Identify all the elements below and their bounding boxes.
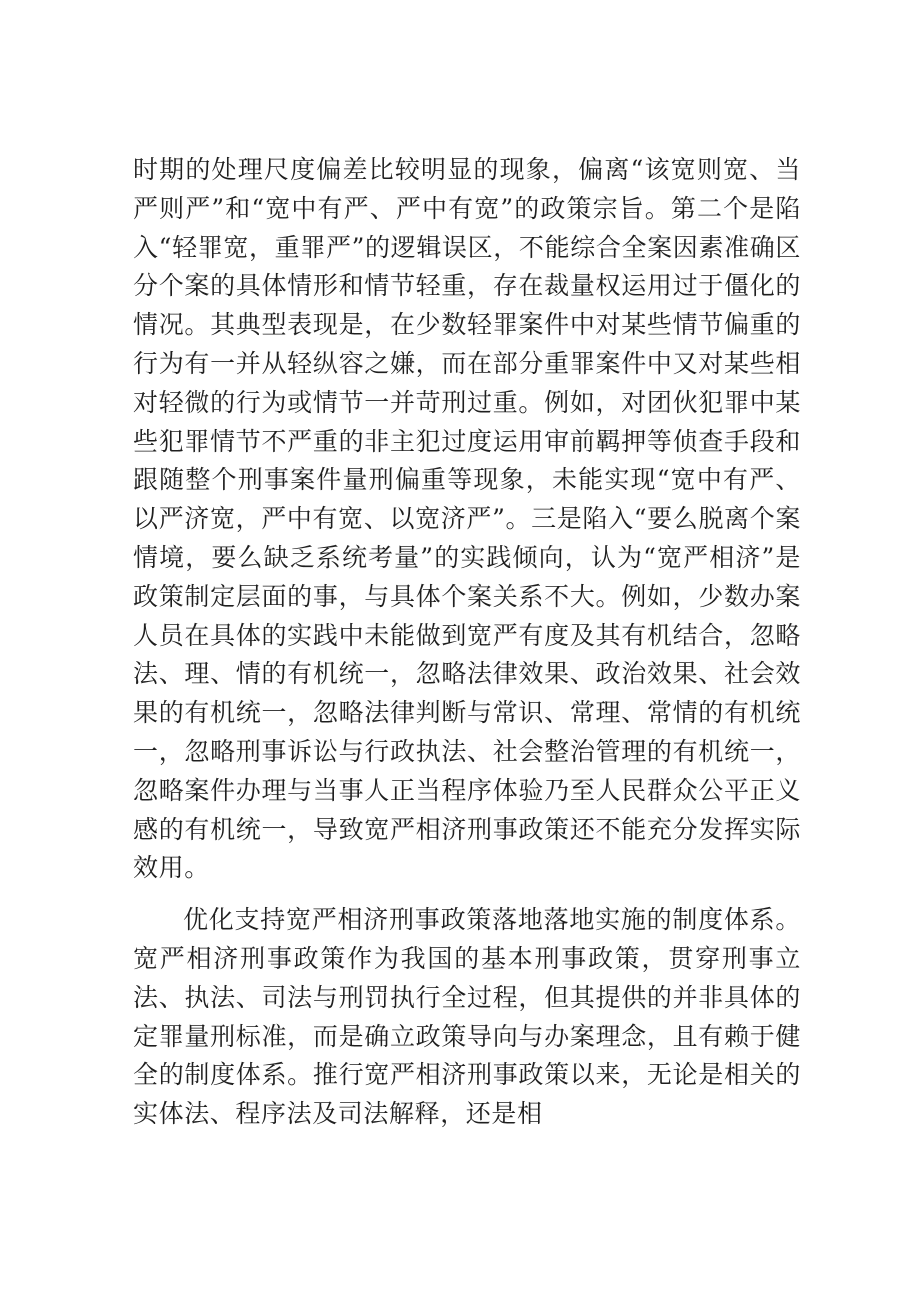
paragraph-continuation: 时期的处理尺度偏差比较明显的现象，偏离“该宽则宽、当严则严”和“宽中有严、严中有宽”的政策宗旨。第二个是陷入“轻罪宽，重罪严”的逻辑误区，不能综合全案因素准确区分个案的具体情形和情节轻重，存在裁量权运用过于僵化的情况。其典型表现是，在少数轻罪案件中对某些情节偏重的行为有一并从轻纵容之嫌，而在部分重罪案件中又对某些相对轻微的行为或情节一并苛刑过重。例如，对团伙犯罪中某些犯罪情节不严重的非主犯过度运用审前羁押等侦查手段和跟随整个刑事案件量刑偏重等现象，未能实现“宽中有严、以严济宽，严中有宽、以宽济严”。三是陷入“要么脱离个案情境，要么缺乏系统考量”的实践倾向，认为“宽严相济”是政策制定层面的事，与具体个案关系不大。例如，少数办案人员在具体的实践中未能做到宽严有度及其有机结合，忽略法、理、情的有机统一，忽略法律效果、政治效果、社会效果的有机统一，忽略法律判断与常识、常理、常情的有机统一，忽略刑事诉讼与行政执法、社会整治管理的有机统一，忽略案件办理与当事人正当程序体验乃至人民群众公平正义感的有机统一，导致宽严相济刑事政策还不能充分发挥实际效用。 [133, 155, 801, 883]
paragraph-institutional-system: 优化支持宽严相济刑事政策落地落地实施的制度体系。宽严相济刑事政策作为我国的基本刑事政策，贯穿刑事立法、执法、司法与刑罚执行全过程，但其提供的并非具体的定罪量刑标准，而是确立政策导向与办案理念，且有赖于健全的制度体系。推行宽严相济刑事政策以来，无论是相关的实体法、程序法及司法解释，还是相 [133, 905, 801, 1129]
document-body [133, 151, 801, 1134]
